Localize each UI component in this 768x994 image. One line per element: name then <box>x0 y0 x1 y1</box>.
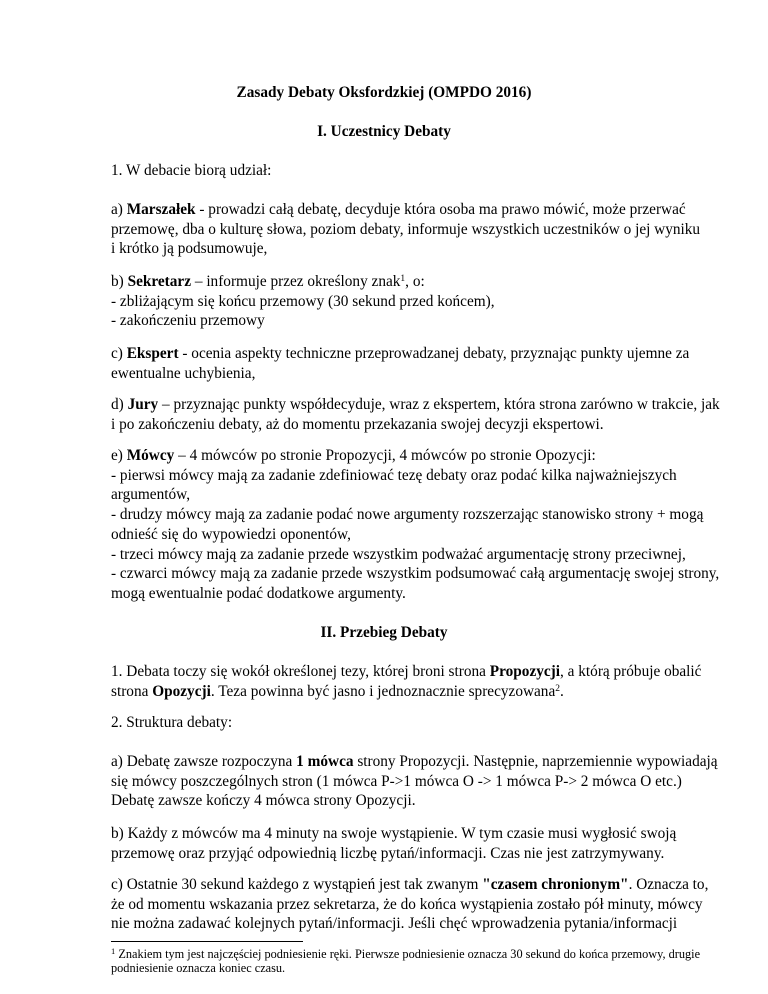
footnote-1: $^1$ Znakiem tym jest najczęściej podniesienie ręki. Pierwsze podniesienie oznacza 30 sekund do końca przemowy, drugie podniesienie oznacza koniec czasu. <box>111 946 701 976</box>
paragraph-mowcy: e) Mówcy – 4 mówców po stronie Propozycji, 4 mówców po stronie Opozycji: - pierwsi mówcy mają za zadanie zdefiniować tezę debaty oraz podać kilka najważniejszych argumentów, - drudzy mówcy mają za zadanie podać nowe argumenty rozszerzając stanowisko strony + mogą odnieść się do wypowiedzi oponentów, - trzeci mówcy mają za zadanie przede wszystkim podważać argumentację strony przeciwnej, - czwarci mówcy mają za zadanie przede wszystkim podsumować całą argumentację swojej strony, mogą ewentualnie podać dodatkowe argumenty. <box>111 447 720 602</box>
term-ekspert: Ekspert <box>126 345 179 362</box>
paragraph-order: a) Debatę zawsze rozpoczyna 1 mówca strony Propozycji. Następnie, naprzemiennie wypowiadają się mówcy poszczególnych stron (1 mówca P->1 mówca O -> 1 mówca P-> 2 mówca O etc.) Debatę zawsze kończy 4 mówca strony Opozycji. <box>111 753 718 810</box>
term-opozycji: Opozycji <box>152 682 211 700</box>
term-mowcy: Mówcy <box>126 447 175 464</box>
paragraph-thesis: 1. Debata toczy się wokół określonej tezy, której broni strona Propozycji, a którą próbuje obalić strona Opozycji. Teza powinna być jasno i jednoznacznie sprecyzowana$^2$. <box>111 663 702 700</box>
paragraph-intro: 1. W debacie biorą udział: <box>111 162 272 179</box>
paragraph-protected-time: c) Ostatnie 30 sekund każdego z wystąpień jest tak zwanym "czasem chronionym". Oznacza to, że od momentu wskazania przez sekretarza, że do końca wystąpienia zostało pół minuty, mówcy nie można zadawać kolejnych pytań/informacji. Jeśli chęć wprowadzenia pytania/informacji <box>111 876 709 933</box>
term-jury: Jury <box>127 396 159 413</box>
term-first-speaker: 1 mówca <box>296 753 354 770</box>
paragraph-sekretarz: b) Sekretarz – informuje przez określony znak$^1$, o: - zbliżającym się końcu przemowy (30 sekund przed końcem), - zakończeniu przemowy <box>111 273 495 330</box>
paragraph-marszalek: a) Marszałek - prowadzi całą debatę, decyduje która osoba ma prawo mówić, może przerwać przemowę, dba o kulturę słowa, poziom debaty, informuje wszystkich uczestników o jej wyniku i krótko ją podsumowuje, <box>111 201 701 258</box>
term-propozycji: Propozycji <box>489 663 561 680</box>
footnote-separator <box>111 941 303 942</box>
document-title: Zasady Debaty Oksfordzkiej (OMPDO 2016) <box>236 84 532 101</box>
paragraph-structure: 2. Struktura debaty: <box>111 714 233 731</box>
paragraph-time: b) Każdy z mówców ma 4 minuty na swoje wystąpienie. W tym czasie musi wygłosić swoją przemowę oraz przyjąć odpowiednią liczbę pytań/informacji. Czas nie jest zatrzymywany. <box>111 825 677 862</box>
paragraph-jury: d) Jury – przyznając punkty współdecyduje, wraz z ekspertem, która strona zarówno w trakcie, jak i po zakończeniu debaty, aż do momentu przekazania swojej decyzji ekspertowi. <box>111 396 720 433</box>
term-sekretarz: Sekretarz <box>127 273 192 290</box>
footnote-ref-2: 2 <box>555 683 560 694</box>
section-heading-procedure: II. Przebieg Debaty <box>320 624 448 641</box>
term-marszalek: Marszałek <box>126 201 196 218</box>
paragraph-ekspert: c) Ekspert - ocenia aspekty techniczne przeprowadzanej debaty, przyznając punkty ujemne za ewentualne uchybienia, <box>111 345 690 382</box>
term-protected-time: "czasem chronionym" <box>482 876 629 893</box>
section-heading-participants: I. Uczestnicy Debaty <box>317 123 451 140</box>
footnote-ref-1: 1 <box>400 274 406 284</box>
